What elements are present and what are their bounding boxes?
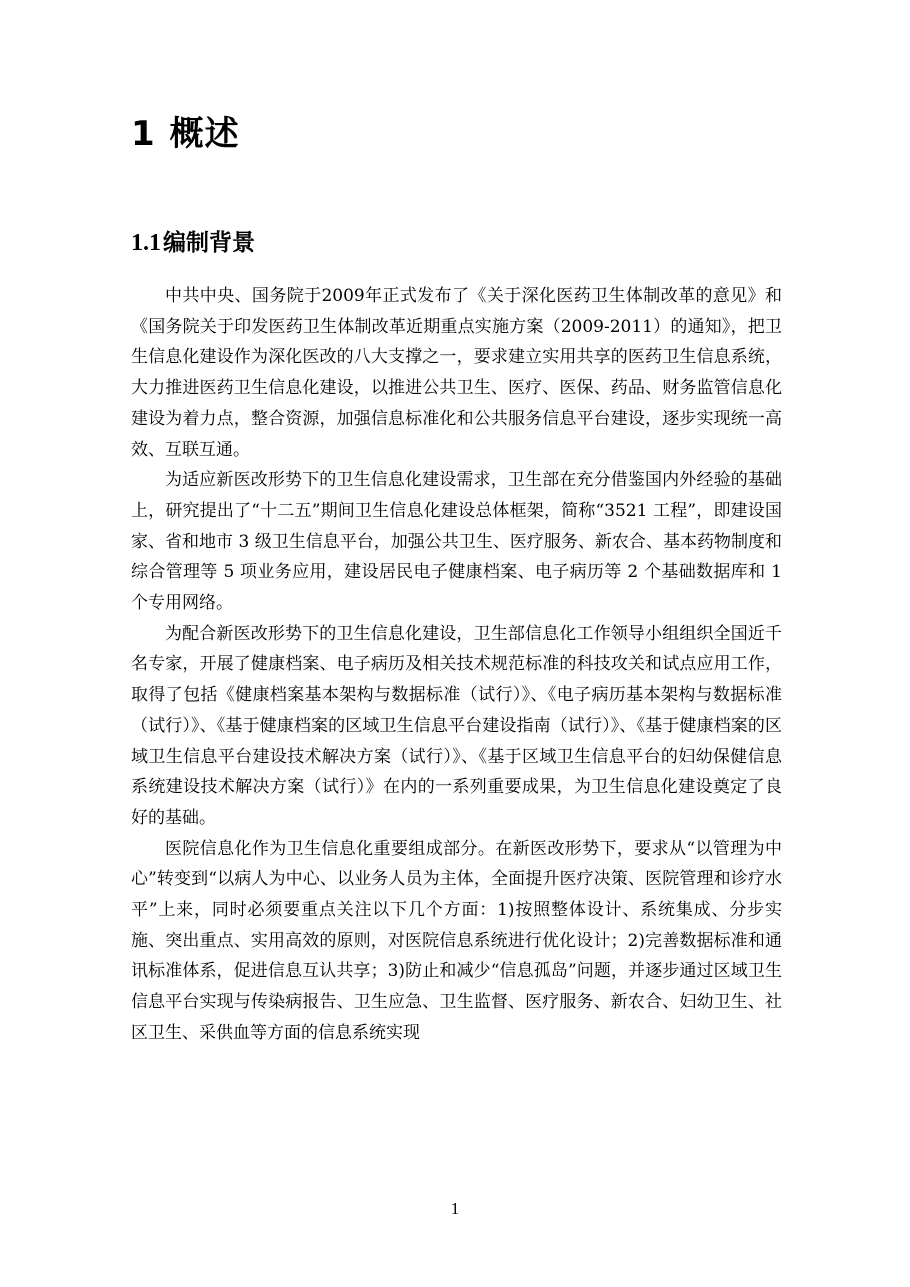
section-title [131, 226, 255, 260]
paragraph: 中共中央、国务院于2009年正式发布了《关于深化医药卫生体制改革的意见》和《国务院关于印发医药卫生体制改革近期重点实施方案（2009-2011）的通知》，把卫生信息化建设作为深化医改的八大支撑之一，要求建立实用共享的医药卫生信息系统，大力推进医药卫生信息化建设，以推进公共卫生、医疗、医保、药品、财务监管信息化建设为着力点，整合资源，加强信息标准化和公共服务信息平台建设，逐步实现统一高效、互联互通。 [131, 286, 782, 460]
body-text [131, 281, 782, 1049]
section-number: 1.1 [131, 230, 161, 256]
chapter-title-text: 概述 [169, 114, 240, 154]
chapter-number: 1 [131, 114, 156, 154]
paragraph: 为适应新医改形势下的卫生信息化建设需求，卫生部在充分借鉴国内外经验的基础上，研究提出了“十二五”期间卫生信息化建设总体框架，简称“3521 工程”，即建设国家、省和地市 3 级卫生信息平台，加强公共卫生、医疗服务、新农合、基本药物制度和综合管理等 5 项业务应用，建设居民电子健康档案、电子病历等 2 个基础数据库和 1 个专用网络。 [131, 470, 782, 614]
page-number: 1 [450, 1199, 460, 1218]
paragraph: 为配合新医改形势下的卫生信息化建设，卫生部信息化工作领导小组组织全国近千名专家，开展了健康档案、电子病历及相关技术规范标准的科技攻关和试点应用工作，取得了包括《健康档案基本架构与数据标准（试行）》、《电子病历基本架构与数据标准（试行）》、《基于健康档案的区域卫生信息平台建设指南（试行）》、《基于健康档案的区域卫生信息平台建设技术解决方案（试行）》、《基于区域卫生信息平台的妇幼保健信息系统建设技术解决方案（试行）》在内的一系列重要成果，为卫生信息化建设奠定了良好的基础。 [131, 623, 782, 828]
paragraph: 医院信息化作为卫生信息化重要组成部分。在新医改形势下，要求从“以管理为中心”转变到“以病人为中心、以业务人员为主体，全面提升医疗决策、医院管理和诊疗水平”上来，同时必须要重点关注以下几个方面：1)按照整体设计、系统集成、分步实施、突出重点、实用高效的原则，对医院信息系统进行优化设计；2)完善数据标准和通讯标准体系，促进信息互认共享；3)防止和减少“信息孤岛”问题，并逐步通过区域卫生信息平台实现与传染病报告、卫生应急、卫生监督、医疗服务、新农合、妇幼卫生、社区卫生、采供血等方面的信息系统实现 [131, 838, 782, 1043]
section-title-text: 编制背景 [163, 230, 255, 256]
chapter-title [131, 112, 240, 156]
